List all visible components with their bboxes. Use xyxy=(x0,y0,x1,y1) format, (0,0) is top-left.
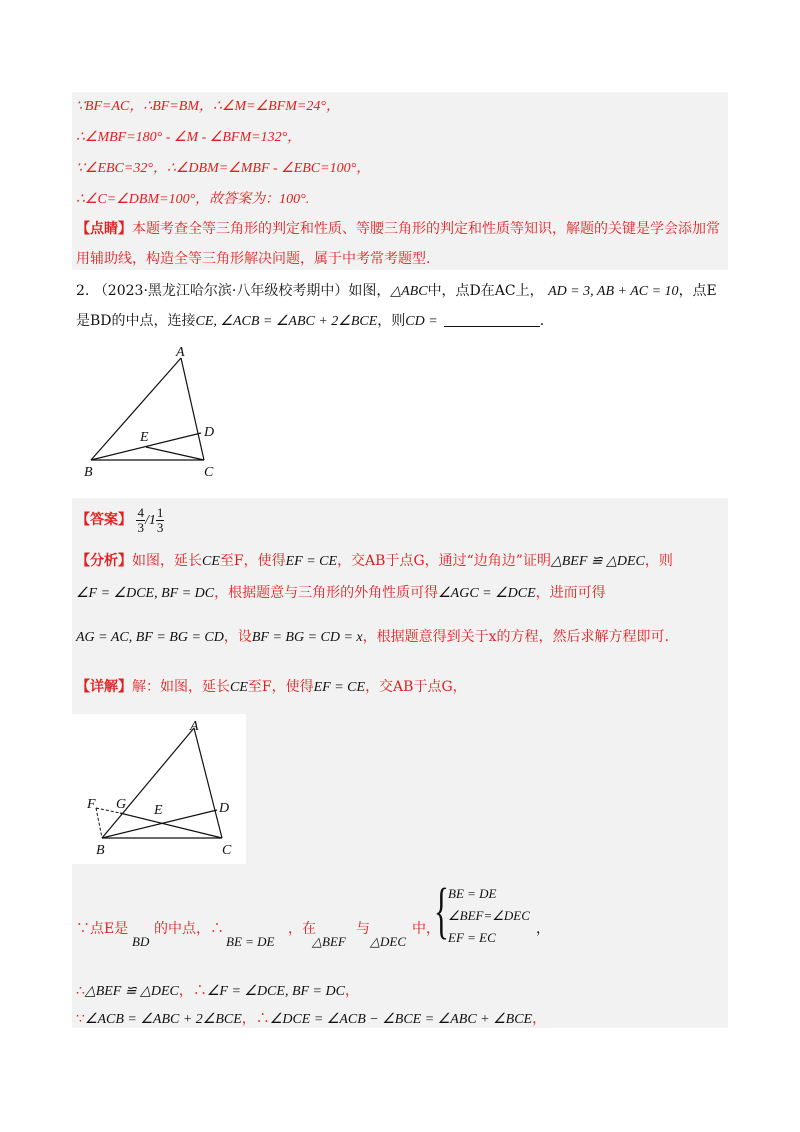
system-brace: { xyxy=(434,877,449,945)
proof-math-be-de: BE = DE xyxy=(226,934,275,949)
system-eq-1: BE = DE xyxy=(448,886,497,901)
proof-line-3 xyxy=(76,1008,546,1031)
analysis-math: ∠AGC = ∠DCE xyxy=(438,586,536,601)
triangle-figure-2 xyxy=(72,714,246,864)
proof-math: ∠ACB = ∠ABC + 2∠BCE xyxy=(84,1012,242,1027)
triangle-abc: △ABC xyxy=(390,284,428,299)
label-e: E xyxy=(154,803,163,818)
solution-line-3: ∵∠EBC=32°，∴∠DBM=∠MBF - ∠EBC=100°， xyxy=(76,161,371,176)
answer-fraction-1: $\frac{4}{3}$ xyxy=(137,504,144,535)
proof-math: ∠DCE = ∠ACB − ∠BCE = ∠ABC + ∠BCE xyxy=(269,1012,533,1027)
label-c: C xyxy=(222,843,232,858)
analysis-text: ，根据题意得到关于x的方程，然后求解方程即可. xyxy=(362,629,669,645)
segment-ac xyxy=(194,728,222,838)
analysis-line-2 xyxy=(76,582,606,605)
detail-math: EF = CE xyxy=(313,680,366,695)
segment-ab xyxy=(102,728,194,838)
answer-tag: 【答案】 xyxy=(76,512,132,528)
answer-blank xyxy=(444,312,540,327)
given-angle-relation: CE, ∠ACB = ∠ABC + 2∠BCE xyxy=(195,314,378,329)
dianjing-line-2: 用辅助线，构造全等三角形解决问题，属于中考常考题型. xyxy=(76,251,431,267)
segment-ac xyxy=(181,358,204,460)
label-a: A xyxy=(176,345,185,360)
analysis-math: ∠F = ∠DCE, BF = DC xyxy=(76,586,215,601)
detail-text: 至F，使得 xyxy=(247,679,314,695)
proof-text: ，∴ xyxy=(241,1011,270,1027)
label-d: D xyxy=(219,801,230,816)
proof-text: ，在 xyxy=(288,921,316,937)
solution-continuation-block xyxy=(72,92,728,270)
analysis-tag: 【分析】 xyxy=(76,553,132,569)
analysis-line-3 xyxy=(76,626,669,649)
proof-text: ，∴ xyxy=(178,983,207,999)
answer-line xyxy=(76,505,164,536)
system-eq-2: ∠BEF=∠DEC xyxy=(448,908,530,923)
dianjing-text-1: 本题考查全等三角形的判定和性质、等腰三角形的判定和性质等知识，解题的关键是学会添加常 xyxy=(132,221,720,237)
analysis-text: ，设 xyxy=(223,629,252,645)
detail-math: CE xyxy=(230,680,248,695)
detail-text: ，交AB于点G， xyxy=(365,679,467,695)
segment-ce xyxy=(146,447,204,460)
label-e: E xyxy=(140,430,149,445)
proof-line-2 xyxy=(76,980,359,1003)
question-cd: CD = xyxy=(405,314,438,329)
system-eq-3: EF = EC xyxy=(448,930,496,945)
proof-text: ∵ xyxy=(76,1011,85,1027)
proof-text: 中， xyxy=(412,921,440,937)
analysis-text: ，则 xyxy=(644,553,673,569)
proof-math-bef: △BEF xyxy=(312,934,346,949)
solution-line-4: ∴∠C=∠DBM=100°，故答案为：100°. xyxy=(76,192,310,207)
analysis-math: CE xyxy=(202,554,220,569)
problem-text: （2023·黑龙江哈尔滨·八年级校考期中）如图， xyxy=(93,283,391,299)
label-b: B xyxy=(84,465,93,480)
label-a: A xyxy=(190,719,199,734)
given-equation: AD = 3, AB + AC = 10 xyxy=(548,284,679,299)
analysis-text: 至F，使得 xyxy=(219,553,286,569)
segment-ab xyxy=(91,358,181,460)
proof-math: △BEF ≌ △DEC xyxy=(84,984,179,999)
problem-text: ，点E xyxy=(678,283,717,299)
dianjing-line-1 xyxy=(76,218,720,240)
problem-text: 中，点D在AC上， xyxy=(427,283,544,299)
proof-text: ∵点E是 xyxy=(76,921,129,937)
solution-line-1: ∵BF=AC，∴BF=BM，∴∠M=∠BFM=24°， xyxy=(76,99,340,114)
dianjing-tag: 【点睛】 xyxy=(76,221,132,237)
analysis-math: AG = AC, BF = BG = CD xyxy=(76,630,224,645)
detail-tag: 【详解】 xyxy=(76,679,132,695)
proof-text: ， xyxy=(344,983,359,999)
label-f: F xyxy=(87,797,96,812)
problem-number: 2. xyxy=(76,283,90,299)
analysis-line-1 xyxy=(76,550,673,573)
analysis-text: 如图，延长 xyxy=(132,553,202,569)
proof-text: ∴ xyxy=(76,983,85,999)
triangle-figure-1 xyxy=(80,340,230,485)
problem-2-line-1 xyxy=(76,280,717,303)
proof-math-bd: BD xyxy=(132,934,150,949)
problem-text: ，则 xyxy=(377,313,406,329)
label-d: D xyxy=(204,425,215,440)
analysis-math: △BEF ≌ △DEC xyxy=(550,554,645,569)
analysis-text: ，交AB于点G，通过“边角边”证明 xyxy=(337,553,551,569)
label-b: B xyxy=(96,843,105,858)
answer-fraction-2: $\frac{1}{3}$ xyxy=(156,504,164,535)
period: . xyxy=(539,313,545,329)
problem-text: 是BD的中点，连接 xyxy=(76,313,196,329)
proof-text: ， xyxy=(532,1011,547,1027)
segment-fc xyxy=(120,813,222,838)
proof-text: 与 xyxy=(356,921,370,937)
label-c: C xyxy=(204,465,214,480)
analysis-text: ，根据题意与三角形的外角性质可得 xyxy=(214,585,439,601)
proof-math: ∠F = ∠DCE, BF = DC xyxy=(206,984,345,999)
detail-line-1 xyxy=(76,676,467,699)
proof-math-dec: △DEC xyxy=(370,934,406,949)
analysis-math: EF = CE xyxy=(285,554,338,569)
answer-separator: /1 xyxy=(144,513,156,528)
proof-comma: ， xyxy=(536,921,550,937)
segment-bf-dashed xyxy=(96,808,102,838)
solution-line-2: ∴∠MBF=180° - ∠M - ∠BFM=132°， xyxy=(76,130,302,145)
analysis-text: ，进而可得 xyxy=(535,585,606,601)
detail-text: 解：如图，延长 xyxy=(132,679,230,695)
proof-text: 的中点，∴ xyxy=(154,921,224,937)
analysis-math: BF = BG = CD = x xyxy=(251,630,363,645)
problem-2-line-2 xyxy=(76,310,544,333)
label-g: G xyxy=(116,797,127,812)
